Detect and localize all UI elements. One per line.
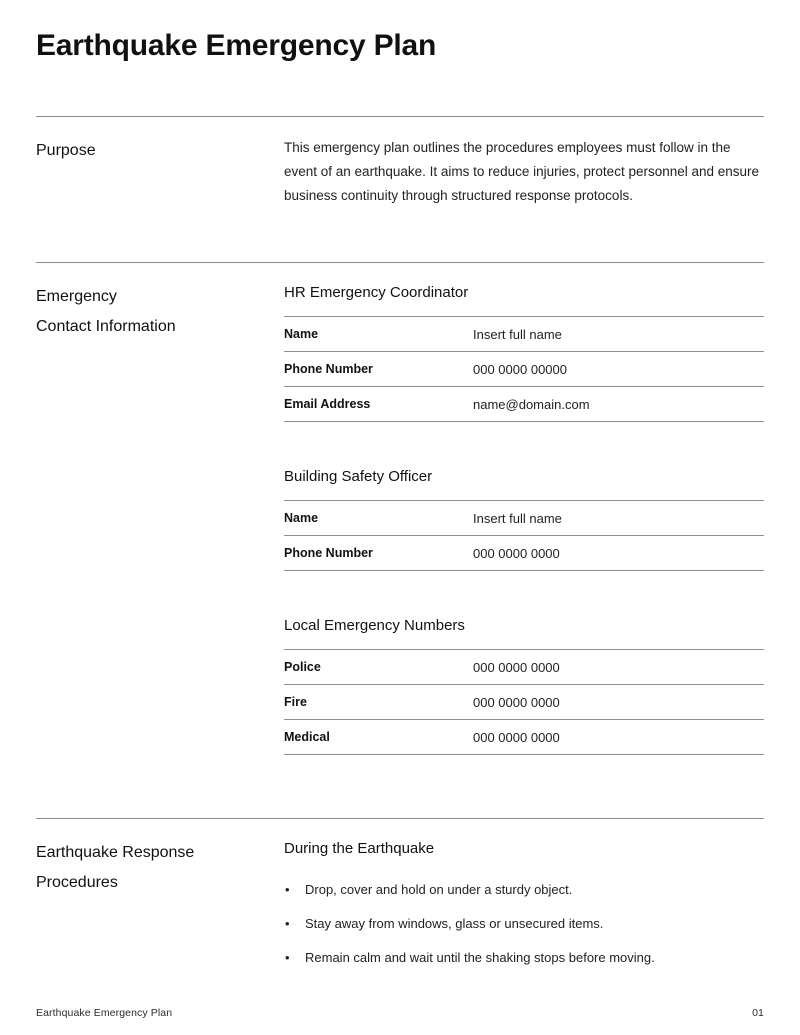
row-value[interactable]: 000 0000 0000 (473, 536, 764, 571)
spacer (284, 422, 764, 466)
table-row (284, 685, 764, 720)
page-footer (36, 1007, 764, 1019)
table-row (284, 650, 764, 685)
contact-group-heading: Building Safety Officer (284, 468, 433, 485)
row-label: Medical (284, 720, 473, 755)
footer-page-number: 01 (752, 1007, 764, 1019)
table-row (284, 317, 764, 352)
contact-group-heading: Local Emergency Numbers (284, 617, 465, 634)
section-label-response (36, 838, 271, 898)
section-label-contact-line2: Contact Information (36, 318, 176, 335)
row-label: Email Address (284, 387, 473, 422)
response-subheading: During the Earthquake (284, 840, 435, 857)
row-value[interactable]: name@domain.com (473, 387, 764, 422)
table-row (284, 720, 764, 755)
row-value[interactable]: 000 0000 0000 (473, 720, 764, 755)
contact-table-hr-emergency-coordinator (284, 316, 764, 422)
row-label: Phone Number (284, 352, 473, 387)
section-divider-purpose (36, 116, 764, 117)
list-item-text: Stay away from windows, glass or unsecured items. (305, 916, 604, 931)
page-title: Earthquake Emergency Plan (36, 29, 437, 62)
contact-group-building-safety-officer (284, 466, 764, 571)
list-item (284, 946, 764, 969)
section-label-contact (36, 282, 271, 342)
row-value[interactable]: 000 0000 00000 (473, 352, 764, 387)
section-label-purpose: Purpose (36, 142, 96, 159)
row-value[interactable]: 000 0000 0000 (473, 685, 764, 720)
list-item (284, 912, 764, 935)
row-label: Name (284, 501, 473, 536)
list-item-text: Drop, cover and hold on under a sturdy object. (305, 882, 573, 897)
bullet-icon: • (285, 950, 290, 965)
row-label: Name (284, 317, 473, 352)
section-body-response (284, 838, 764, 980)
section-divider-contact (36, 262, 764, 263)
contact-table-local-emergency-numbers (284, 649, 764, 755)
contact-table-building-safety-officer (284, 500, 764, 571)
table-row (284, 352, 764, 387)
section-body-contact (284, 282, 764, 755)
list-item (284, 878, 764, 901)
purpose-paragraph: This emergency plan outlines the procedures employees must follow in the event of an earthquake. It aims to reduce injuries, protect personnel and ensure business continuity through structured response protocols. (284, 140, 760, 203)
row-value[interactable]: Insert full name (473, 501, 764, 536)
contact-group-hr-emergency-coordinator (284, 282, 764, 422)
list-item-text: Remain calm and wait until the shaking stops before moving. (305, 950, 655, 965)
row-label: Phone Number (284, 536, 473, 571)
row-value[interactable]: 000 0000 0000 (473, 650, 764, 685)
section-divider-response (36, 818, 764, 819)
bullet-icon: • (285, 882, 290, 897)
response-bullet-list (284, 878, 764, 969)
contact-group-heading: HR Emergency Coordinator (284, 284, 469, 301)
footer-document-name: Earthquake Emergency Plan (36, 1007, 173, 1019)
section-label-contact-line1: Emergency (36, 288, 117, 305)
row-label: Fire (284, 685, 473, 720)
section-body-purpose (284, 136, 764, 208)
table-row (284, 536, 764, 571)
bullet-icon: • (285, 916, 290, 931)
row-value[interactable]: Insert full name (473, 317, 764, 352)
row-label: Police (284, 650, 473, 685)
spacer (284, 571, 764, 615)
table-row (284, 387, 764, 422)
contact-group-local-emergency-numbers (284, 615, 764, 755)
section-label-response-line2: Procedures (36, 874, 118, 891)
table-row (284, 501, 764, 536)
section-label-response-line1: Earthquake Response (36, 844, 195, 861)
